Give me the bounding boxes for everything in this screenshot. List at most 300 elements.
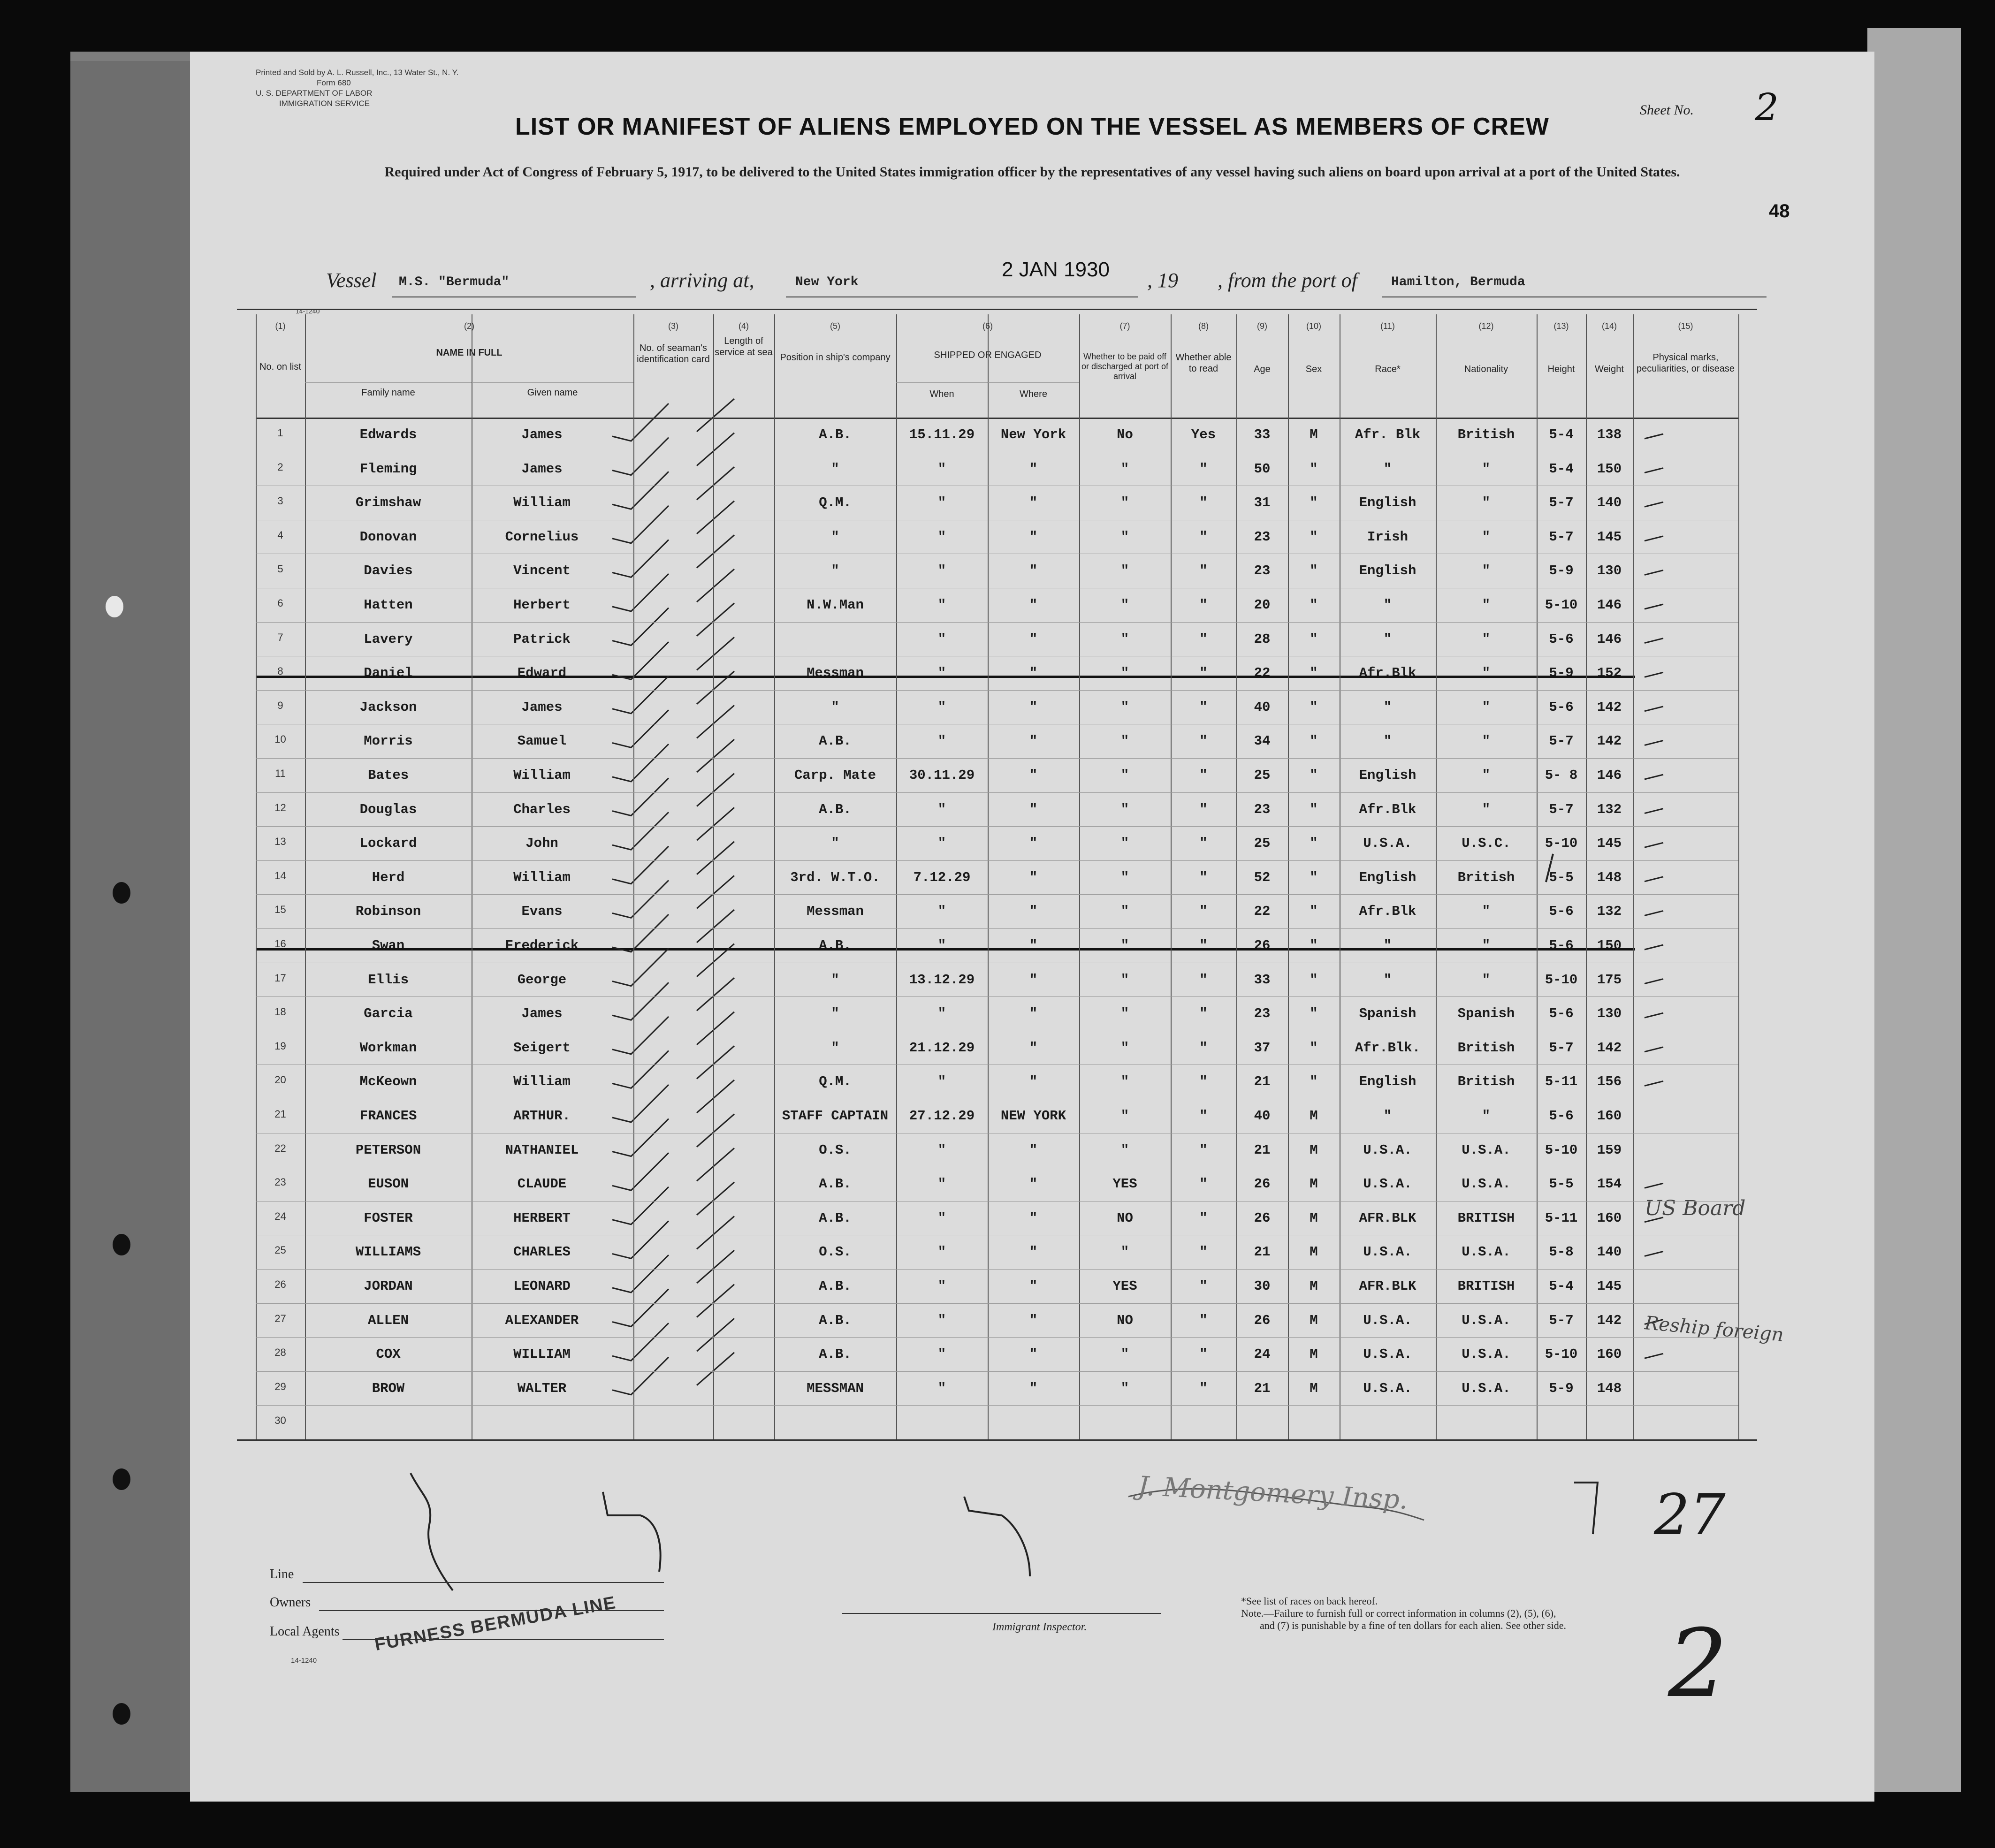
position-cell: A.B. [819, 427, 852, 442]
height-cell: 5-10 [1545, 1346, 1578, 1362]
given-name-cell: Herbert [513, 597, 571, 613]
row-rule [256, 758, 1738, 759]
weight-cell: 146 [1597, 597, 1622, 613]
paid-off-cell: " [1120, 869, 1129, 885]
check-mark [612, 914, 669, 952]
family-name-cell: Herd [372, 869, 405, 885]
sheet-number-value: 2 [1755, 85, 1779, 129]
sex-cell: " [1310, 972, 1318, 988]
age-cell: 21 [1254, 1244, 1271, 1260]
paid-off-cell: " [1120, 1006, 1129, 1022]
height-cell: 5-11 [1545, 1210, 1578, 1226]
row-number-cell: 30 [274, 1415, 286, 1427]
row-rule [256, 1303, 1738, 1304]
able-to-read-cell: " [1199, 733, 1208, 749]
given-name-cell: ALEXANDER [505, 1312, 579, 1328]
able-to-read-cell: " [1199, 1312, 1208, 1328]
given-name-cell: Cornelius [505, 529, 579, 545]
weight-cell: 138 [1597, 427, 1622, 442]
check-mark [612, 982, 669, 1020]
family-name-cell: FRANCES [359, 1108, 417, 1124]
nationality-cell: BRITISH [1457, 1278, 1515, 1294]
service-name: IMMIGRATION SERVICE [279, 99, 370, 108]
race-cell: U.S.A. [1363, 836, 1412, 852]
able-to-read-cell: " [1199, 529, 1208, 545]
physical-dash-mark [1645, 775, 1663, 779]
height-cell: 5-9 [1549, 665, 1574, 681]
check-mark [697, 399, 734, 432]
column-number: (14) [1601, 321, 1617, 331]
weight-cell: 156 [1597, 1074, 1622, 1090]
height-cell: 5-7 [1549, 1040, 1574, 1056]
race-cell: U.S.A. [1363, 1312, 1412, 1328]
age-cell: 22 [1254, 904, 1271, 920]
physical-dash-mark [1645, 1047, 1663, 1052]
weight-cell: 146 [1597, 631, 1622, 647]
physical-dash-mark [1645, 1081, 1663, 1086]
document-subtitle: Required under Act of Congress of February 5, 1917, to be delivered to the United States immigration officer by the representatives of any vessel having such aliens on board upon arrival at a port of the United States. [384, 164, 1680, 180]
check-mark [697, 875, 734, 908]
physical-dash-mark [1645, 1251, 1663, 1256]
shipped-when-cell: " [937, 1142, 946, 1158]
shipped-when-cell: " [937, 597, 946, 613]
column-number: (8) [1198, 321, 1209, 331]
col-header-given: Given name [527, 388, 578, 398]
col-header-sex: Sex [1305, 364, 1322, 374]
race-cell: Afr.Blk [1359, 801, 1416, 817]
height-cell: 5-9 [1549, 1380, 1574, 1396]
height-cell: 5-4 [1549, 461, 1574, 477]
sex-cell: " [1310, 631, 1318, 647]
shipped-when-cell: 13.12.29 [909, 972, 975, 988]
able-to-read-cell: " [1199, 904, 1208, 920]
shipped-where-cell: " [1029, 699, 1038, 715]
age-cell: 50 [1254, 461, 1271, 477]
given-name-cell: William [513, 495, 571, 511]
row-number-cell: 28 [274, 1346, 286, 1359]
weight-cell: 145 [1597, 1278, 1622, 1294]
given-name-cell: William [513, 1074, 571, 1090]
physical-dash-mark [1645, 604, 1663, 609]
physical-dash-mark [1645, 707, 1663, 711]
check-mark [697, 705, 734, 738]
column-divider [1171, 314, 1172, 1439]
sex-cell: M [1310, 1176, 1318, 1192]
check-mark [697, 1353, 734, 1385]
given-name-cell: James [521, 461, 563, 477]
weight-cell: 132 [1597, 801, 1622, 817]
age-cell: 33 [1254, 972, 1271, 988]
col-header-height: Height [1547, 364, 1575, 374]
nationality-cell: " [1482, 563, 1491, 579]
family-name-cell: Robinson [355, 904, 421, 920]
check-mark [612, 846, 669, 884]
column-number: (13) [1553, 321, 1569, 331]
paid-off-cell: " [1120, 495, 1129, 511]
shipped-where-cell: " [1029, 904, 1038, 920]
check-mark [612, 1221, 669, 1258]
col-header-when: When [929, 389, 954, 399]
from-port-label: , from the port of [1218, 269, 1357, 292]
weight-cell: 142 [1597, 733, 1622, 749]
given-name-cell: Charles [513, 801, 571, 817]
family-name-cell: JORDAN [364, 1278, 413, 1294]
given-name-cell: LEONARD [513, 1278, 571, 1294]
shipped-when-cell: " [937, 1006, 946, 1022]
page-number: 48 [1769, 201, 1790, 221]
able-to-read-cell: " [1199, 631, 1208, 647]
department-name: U. S. DEPARTMENT OF LABOR [256, 89, 373, 98]
check-mark [612, 778, 669, 816]
nationality-cell: U.S.A. [1462, 1244, 1511, 1260]
row-rule [256, 996, 1738, 997]
col-header-physical: Physical marks, peculiarities, or disease [1637, 352, 1735, 374]
shipped-where-cell: " [1029, 1176, 1038, 1192]
shipped-where-cell: " [1029, 938, 1038, 953]
age-cell: 33 [1254, 427, 1271, 442]
position-cell: N.W.Man [807, 597, 864, 613]
shipped-when-cell: " [937, 938, 946, 953]
shipped-when-cell: " [937, 733, 946, 749]
sex-cell: M [1310, 1312, 1318, 1328]
shipped-where-cell: " [1029, 768, 1038, 783]
age-cell: 21 [1254, 1380, 1271, 1396]
paid-off-cell: " [1120, 597, 1129, 613]
position-cell: A.B. [819, 1278, 852, 1294]
given-name-cell: Samuel [517, 733, 567, 749]
shipped-where-cell: " [1029, 1244, 1038, 1260]
position-cell: " [831, 836, 839, 852]
nationality-cell: " [1482, 1108, 1491, 1124]
race-cell: English [1359, 869, 1416, 885]
weight-cell: 142 [1597, 1312, 1622, 1328]
able-to-read-cell: " [1199, 1244, 1208, 1260]
position-cell: A.B. [819, 938, 852, 953]
nationality-cell: " [1482, 768, 1491, 783]
punch-hole [106, 596, 123, 617]
able-to-read-cell: " [1199, 1142, 1208, 1158]
age-cell: 31 [1254, 495, 1271, 511]
check-mark [612, 1119, 669, 1156]
sex-cell: " [1310, 461, 1318, 477]
family-name-cell: WILLIAMS [355, 1244, 421, 1260]
vessel-label: Vessel [326, 269, 377, 292]
shipped-when-cell: " [937, 1346, 946, 1362]
col-header-position: Position in ship's company [780, 352, 891, 363]
weight-cell: 148 [1597, 1380, 1622, 1396]
check-mark [612, 812, 669, 850]
binder-margin [70, 61, 197, 1792]
paid-off-cell: " [1120, 631, 1129, 647]
height-cell: 5-4 [1549, 1278, 1574, 1294]
pen-mark-7 [1574, 1483, 1598, 1534]
col-header-age: Age [1254, 364, 1271, 374]
shipped-when-cell: " [937, 699, 946, 715]
able-to-read-cell: " [1199, 461, 1208, 477]
year-label: , 19 [1147, 269, 1178, 292]
position-cell: " [831, 1040, 839, 1056]
shipped-where-cell: " [1029, 1142, 1038, 1158]
binder-hole [113, 1234, 130, 1255]
check-mark [697, 1285, 734, 1317]
shipped-where-cell: New York [1000, 427, 1066, 442]
paid-off-cell: " [1120, 563, 1129, 579]
able-to-read-cell: " [1199, 1176, 1208, 1192]
sex-cell: " [1310, 699, 1318, 715]
family-name-cell: Donovan [359, 529, 417, 545]
height-cell: 5-7 [1549, 495, 1574, 511]
age-cell: 25 [1254, 768, 1271, 783]
row-number-cell: 17 [274, 972, 286, 984]
nationality-cell: " [1482, 495, 1491, 511]
check-mark [612, 1153, 669, 1190]
race-cell: Afr.Blk. [1355, 1040, 1421, 1056]
family-name-cell: ALLEN [367, 1312, 409, 1328]
height-cell: 5-11 [1545, 1074, 1578, 1090]
given-name-cell: WALTER [517, 1380, 567, 1396]
able-to-read-cell: " [1199, 597, 1208, 613]
paid-off-cell: " [1120, 1346, 1129, 1362]
binder-hole [113, 1468, 130, 1490]
sex-cell: " [1310, 869, 1318, 885]
col-header-shipped: SHIPPED OR ENGAGED [934, 350, 1042, 360]
age-cell: 23 [1254, 529, 1271, 545]
paid-off-cell: " [1120, 1040, 1129, 1056]
physical-dash-mark [1645, 945, 1663, 950]
physical-dash-mark [1645, 502, 1663, 507]
shipped-when-cell: " [937, 631, 946, 647]
height-cell: 5-10 [1545, 836, 1578, 852]
column-number: (7) [1119, 321, 1130, 331]
weight-cell: 150 [1597, 461, 1622, 477]
check-mark [697, 501, 734, 534]
physical-dash-mark [1645, 570, 1663, 575]
shipped-when-cell: " [937, 529, 946, 545]
race-cell: Afr.Blk [1359, 665, 1416, 681]
age-cell: 37 [1254, 1040, 1271, 1056]
paid-off-cell: " [1120, 733, 1129, 749]
nationality-cell: U.S.A. [1462, 1176, 1511, 1192]
row-number-cell: 29 [274, 1380, 286, 1392]
check-mark [612, 949, 669, 986]
row-number-cell: 23 [274, 1176, 286, 1188]
check-mark [697, 910, 734, 943]
printer-line: Printed and Sold by A. L. Russell, Inc., 13 Water St., N. Y. [256, 68, 459, 77]
family-name-cell: Grimshaw [355, 495, 421, 511]
race-cell: " [1383, 733, 1392, 749]
physical-dash-mark [1645, 843, 1663, 847]
family-name-cell: Lockard [359, 836, 417, 852]
row-rule [256, 1371, 1738, 1372]
physical-dash-mark [1645, 1183, 1663, 1188]
check-mark [612, 1085, 669, 1122]
nationality-cell: U.S.A. [1462, 1346, 1511, 1362]
weight-cell: 160 [1597, 1108, 1622, 1124]
shipped-when-cell: " [937, 801, 946, 817]
shipped-when-cell: " [937, 1244, 946, 1260]
check-mark [612, 710, 669, 747]
race-cell: Afr. Blk [1355, 427, 1421, 442]
age-cell: 40 [1254, 1108, 1271, 1124]
paid-off-cell: NO [1117, 1210, 1133, 1226]
form-code-top: 14-1240 [296, 307, 320, 315]
shipped-where-cell: " [1029, 461, 1038, 477]
position-cell: " [831, 699, 839, 715]
weight-cell: 154 [1597, 1176, 1622, 1192]
physical-dash-mark [1645, 877, 1663, 882]
able-to-read-cell: " [1199, 1278, 1208, 1294]
check-mark [697, 1012, 734, 1045]
shipped-when-cell: " [937, 563, 946, 579]
able-to-read-cell: " [1199, 495, 1208, 511]
position-cell: Messman [807, 904, 864, 920]
check-mark [697, 1318, 734, 1351]
check-mark [612, 1289, 669, 1327]
shipped-where-cell: " [1029, 801, 1038, 817]
shipped-when-cell: " [937, 1312, 946, 1328]
able-to-read-cell: " [1199, 665, 1208, 681]
row-number-cell: 26 [274, 1278, 286, 1290]
shipped-when-cell: " [937, 1380, 946, 1396]
form-code-bottom: 14-1240 [291, 1657, 317, 1665]
nationality-cell: " [1482, 972, 1491, 988]
row-number-cell: 13 [274, 836, 286, 848]
sex-cell: " [1310, 1040, 1318, 1056]
family-name-cell: Edwards [359, 427, 417, 442]
family-name-cell: McKeown [359, 1074, 417, 1090]
sex-cell: M [1310, 427, 1318, 442]
given-name-cell: William [513, 869, 571, 885]
row-number-cell: 4 [277, 529, 283, 541]
document-title: LIST OR MANIFEST OF ALIENS EMPLOYED ON THE VESSEL AS MEMBERS OF CREW [515, 113, 1549, 140]
age-cell: 22 [1254, 665, 1271, 681]
race-cell: Afr.Blk [1359, 904, 1416, 920]
column-divider [713, 314, 714, 1439]
form-number: Form 680 [317, 78, 351, 87]
shipped-where-cell: " [1029, 869, 1038, 885]
weight-cell: 142 [1597, 699, 1622, 715]
manifest-page [190, 52, 1874, 1802]
sex-cell: M [1310, 1210, 1318, 1226]
height-cell: 5-7 [1549, 733, 1574, 749]
paid-off-cell: " [1120, 461, 1129, 477]
sex-cell: M [1310, 1142, 1318, 1158]
given-name-cell: Frederick [505, 938, 579, 953]
row-rule [256, 690, 1738, 691]
shipped-where-cell: NEW YORK [1000, 1108, 1066, 1124]
family-name-cell: Morris [364, 733, 413, 749]
column-number: (12) [1478, 321, 1494, 331]
race-cell: English [1359, 495, 1416, 511]
race-cell: AFR.BLK [1359, 1210, 1416, 1226]
able-to-read-cell: " [1199, 1108, 1208, 1124]
row-rule [256, 860, 1738, 861]
age-cell: 23 [1254, 801, 1271, 817]
col-header-paid-off: Whether to be paid off or discharged at port of arrival [1081, 352, 1169, 381]
row-number-cell: 27 [274, 1312, 286, 1324]
age-cell: 28 [1254, 631, 1271, 647]
shipped-where-cell: " [1029, 563, 1038, 579]
physical-dash-mark [1645, 809, 1663, 814]
row-number-cell: 3 [277, 495, 283, 507]
sex-cell: " [1310, 563, 1318, 579]
family-name-cell: PETERSON [355, 1142, 421, 1158]
row-number-cell: 25 [274, 1244, 286, 1256]
race-cell: " [1383, 461, 1392, 477]
physical-dash-mark [1645, 911, 1663, 915]
nationality-cell: " [1482, 699, 1491, 715]
check-mark [697, 1182, 734, 1215]
penalty-note-1: Note.—Failure to furnish full or correct information in columns (2), (5), (6), [1241, 1607, 1556, 1619]
age-cell: 30 [1254, 1278, 1271, 1294]
row-number-cell: 19 [274, 1040, 286, 1052]
footer-line-label: Line [270, 1567, 294, 1582]
sex-cell: " [1310, 733, 1318, 749]
physical-dash-mark [1645, 672, 1663, 677]
physical-dash-mark [1645, 536, 1663, 541]
family-name-cell: Swan [372, 938, 405, 953]
sex-cell: M [1310, 1346, 1318, 1362]
family-name-cell: Lavery [364, 631, 413, 647]
able-to-read-cell: " [1199, 972, 1208, 988]
family-name-cell: FOSTER [364, 1210, 413, 1226]
position-cell: Carp. Mate [794, 768, 876, 783]
column-divider [1586, 314, 1587, 1439]
given-name-cell: William [513, 768, 571, 783]
check-mark [697, 807, 734, 840]
backing-sheet-edge [1867, 28, 1961, 1792]
age-cell: 26 [1254, 938, 1271, 953]
age-cell: 26 [1254, 1176, 1271, 1192]
able-to-read-cell: " [1199, 1346, 1208, 1362]
position-cell: " [831, 1006, 839, 1022]
age-cell: 20 [1254, 597, 1271, 613]
row-number-cell: 16 [274, 938, 286, 950]
check-mark [612, 1017, 669, 1054]
column-divider [1537, 314, 1538, 1439]
paid-off-cell: YES [1112, 1278, 1137, 1294]
paid-off-cell: " [1120, 529, 1129, 545]
race-cell: English [1359, 563, 1416, 579]
weight-cell: 130 [1597, 1006, 1622, 1022]
race-cell: AFR.BLK [1359, 1278, 1416, 1294]
able-to-read-cell: " [1199, 563, 1208, 579]
weight-cell: 130 [1597, 563, 1622, 579]
position-cell: STAFF CAPTAIN [782, 1108, 889, 1124]
check-mark [697, 1216, 734, 1249]
shipped-when-cell: " [937, 1278, 946, 1294]
position-cell: A.B. [819, 1346, 852, 1362]
height-cell: 5-10 [1545, 597, 1578, 613]
given-name-cell: CLAUDE [517, 1176, 567, 1192]
weight-cell: 159 [1597, 1142, 1622, 1158]
weight-cell: 145 [1597, 529, 1622, 545]
able-to-read-cell: " [1199, 801, 1208, 817]
sex-cell: " [1310, 665, 1318, 681]
annotation-reship-foreign: Reship foreign [1644, 1312, 1785, 1346]
shipped-when-cell: " [937, 665, 946, 681]
race-cell: " [1383, 631, 1392, 647]
position-cell: " [831, 972, 839, 988]
shipped-where-cell: " [1029, 631, 1038, 647]
check-mark [612, 744, 669, 782]
shipped-when-cell: " [937, 836, 946, 852]
row-rule [256, 1405, 1738, 1406]
family-name-cell: Workman [359, 1040, 417, 1056]
given-name-cell: Vincent [513, 563, 571, 579]
able-to-read-cell: " [1199, 1380, 1208, 1396]
given-name-cell: John [525, 836, 558, 852]
